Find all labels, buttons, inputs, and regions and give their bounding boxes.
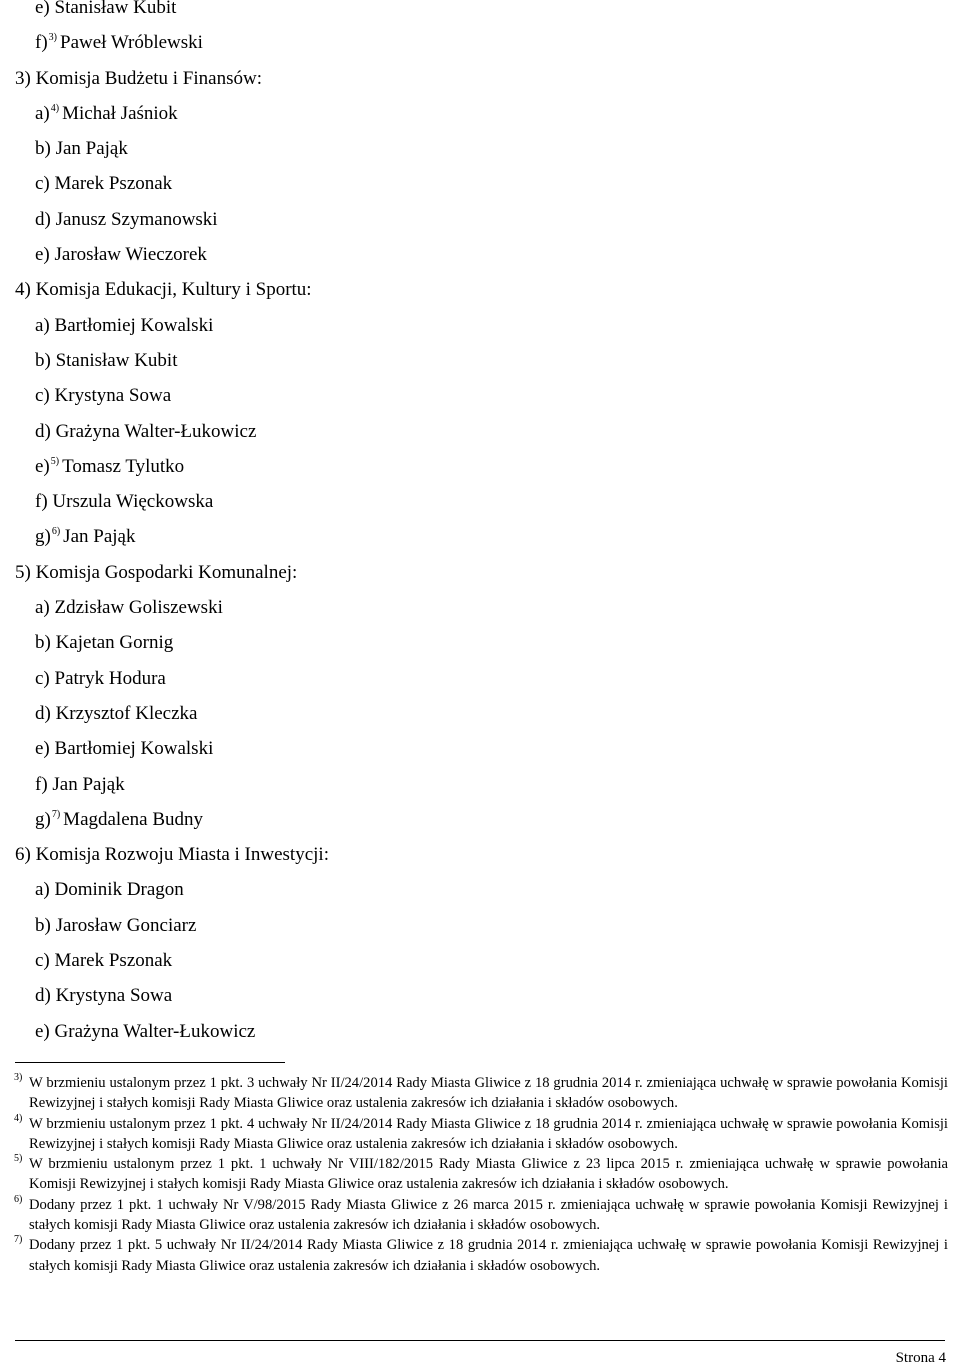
item-marker: e) (35, 244, 50, 266)
member-list-item (15, 872, 945, 907)
member-name: Stanisław Kubit (55, 349, 178, 371)
item-marker: b) (35, 349, 51, 371)
member-list-item (15, 0, 945, 25)
member-list-item (15, 202, 945, 237)
footnote-number: 5) (14, 1153, 23, 1165)
member-list-item (15, 625, 945, 660)
member-name: Jarosław Gonciarz (55, 914, 197, 936)
member-name: Patryk Hodura (54, 667, 166, 689)
item-marker: c) (35, 385, 50, 407)
item-marker: a) (35, 314, 50, 336)
committee-title: 4) Komisja Edukacji, Kultury i Sportu: (15, 279, 312, 301)
member-name: Marek Pszonak (54, 950, 173, 972)
member-name: Krystyna Sowa (55, 985, 173, 1007)
item-marker: b) (35, 138, 51, 160)
member-name: Tomasz Tylutko (62, 455, 185, 477)
member-name: Urszula Więckowska (52, 491, 214, 513)
footnote (15, 1235, 948, 1276)
member-name: Krystyna Sowa (54, 385, 172, 407)
member-list-item (15, 414, 945, 449)
committee-title: 6) Komisja Rozwoju Miasta i Inwestycji: (15, 844, 329, 866)
footnote-reference[interactable]: 4) (50, 102, 60, 114)
footnotes-section (15, 1073, 948, 1276)
member-name: Dominik Dragon (54, 879, 184, 901)
item-marker: f) (35, 773, 48, 795)
member-list-item (15, 25, 945, 60)
footnote (15, 1073, 948, 1114)
member-list-item (15, 661, 945, 696)
item-marker: a) (35, 102, 50, 124)
member-list-item (15, 308, 945, 343)
item-marker: b) (35, 914, 51, 936)
member-list-item (15, 943, 945, 978)
member-name: Zdzisław Goliszewski (54, 597, 223, 619)
footnote-text: Dodany przez 1 pkt. 1 uchwały Nr V/98/2015 Rady Miasta Gliwice z 26 marca 2015 r. zmieniająca uchwałę w sprawie powołania Komisji Rewizyjnej i stałych komisji Rady Miasta Gliwice oraz ustalenia zakresów ich działania i składów osobowych. (29, 1196, 948, 1234)
item-marker: d) (35, 208, 51, 230)
member-name: Grażyna Walter-Łukowicz (54, 1020, 256, 1042)
committee-heading (15, 555, 945, 590)
item-marker: a) (35, 879, 50, 901)
member-name: Krzysztof Kleczka (55, 702, 198, 724)
member-name: Kajetan Gornig (55, 632, 174, 654)
footnote-number: 7) (14, 1234, 23, 1246)
item-marker: d) (35, 420, 51, 442)
member-name: Jan Pająk (52, 773, 125, 795)
document-body (15, 0, 945, 1049)
member-name: Marek Pszonak (54, 173, 173, 195)
footnote-separator (15, 1062, 285, 1063)
committee-heading (15, 61, 945, 96)
member-name: Paweł Wróblewski (60, 32, 203, 54)
item-marker: e) (35, 0, 50, 18)
item-marker: f) (35, 491, 48, 513)
item-marker: e) (35, 738, 50, 760)
member-list-item (15, 767, 945, 802)
member-list-item (15, 1014, 945, 1049)
item-marker: c) (35, 173, 50, 195)
member-list-item (15, 696, 945, 731)
member-list-item (15, 802, 945, 837)
committee-heading (15, 272, 945, 307)
footnote-reference[interactable]: 3) (48, 32, 57, 44)
member-name: Bartłomiej Kowalski (54, 738, 214, 760)
member-list-item (15, 166, 945, 201)
footnote (15, 1154, 948, 1195)
committee-title: 3) Komisja Budżetu i Finansów: (15, 67, 262, 89)
member-list-item (15, 378, 945, 413)
item-marker: g) (35, 526, 51, 548)
page-number: Strona 4 (895, 1350, 946, 1366)
item-marker: d) (35, 985, 51, 1007)
member-name: Michał Jaśniok (62, 102, 178, 124)
member-list-item (15, 96, 945, 131)
member-name: Bartłomiej Kowalski (54, 314, 214, 336)
footnote-text: Dodany przez 1 pkt. 5 uchwały Nr II/24/2014 Rady Miasta Gliwice z 18 grudnia 2014 r. zmieniająca uchwałę w sprawie powołania Komisji Rewizyjnej i stałych komisji Rady Miasta Gliwice oraz ustalenia zakresów ich działania i składów osobowych. (29, 1237, 948, 1274)
member-list-item (15, 908, 945, 943)
item-marker: g) (35, 808, 51, 830)
footnote-text: W brzmieniu ustalonym przez 1 pkt. 3 uchwały Nr II/24/2014 Rady Miasta Gliwice z 18 grudnia 2014 r. zmieniająca uchwałę w sprawie powołania Komisji Rewizyjnej i stałych komisji Rady Miasta Gliwice oraz ustalenia zakresów ich działania i składów osobowych. (29, 1075, 948, 1112)
footnote-reference[interactable]: 6) (51, 526, 61, 538)
footnote-number: 6) (14, 1193, 23, 1205)
item-marker: d) (35, 702, 51, 724)
member-name: Stanisław Kubit (54, 0, 177, 18)
member-list-item (15, 590, 945, 625)
member-list-item (15, 484, 945, 519)
committee-heading (15, 837, 945, 872)
footnote-reference[interactable]: 5) (50, 455, 60, 467)
member-list-item (15, 519, 945, 554)
footnote-number: 4) (14, 1112, 23, 1124)
member-name: Janusz Szymanowski (55, 208, 218, 230)
footnote (15, 1114, 948, 1155)
member-list-item (15, 731, 945, 766)
member-list-item (15, 131, 945, 166)
footnote-text: W brzmieniu ustalonym przez 1 pkt. 4 uchwały Nr II/24/2014 Rady Miasta Gliwice z 18 grudnia 2014 r. zmieniająca uchwałę w sprawie powołania Komisji Rewizyjnej i stałych komisji Rady Miasta Gliwice oraz ustalenia zakresów ich działania i składów osobowych. (29, 1115, 948, 1152)
member-name: Jan Pająk (55, 138, 128, 160)
member-name: Magdalena Budny (63, 808, 203, 830)
footnote-text: W brzmieniu ustalonym przez 1 pkt. 1 uchwały Nr VIII/182/2015 Rady Miasta Gliwice z 23 lipca 2015 r. zmieniająca uchwałę w sprawie powołania Komisji Rewizyjnej i stałych komisji Rady Miasta Gliwice oraz ustalenia zakresów ich działania i składów osobowych. (29, 1156, 948, 1193)
item-marker: e) (35, 455, 50, 477)
item-marker: b) (35, 632, 51, 654)
item-marker: c) (35, 950, 50, 972)
member-list-item (15, 237, 945, 272)
committee-title: 5) Komisja Gospodarki Komunalnej: (15, 561, 298, 583)
item-marker: a) (35, 597, 50, 619)
item-marker: e) (35, 1020, 50, 1042)
footnote-number: 3) (14, 1072, 23, 1083)
member-list-item (15, 449, 945, 484)
member-name: Grażyna Walter-Łukowicz (55, 420, 257, 442)
item-marker: c) (35, 667, 50, 689)
member-list-item (15, 978, 945, 1013)
member-name: Jan Pająk (63, 526, 136, 548)
footer-rule (15, 1340, 945, 1341)
member-list-item (15, 343, 945, 378)
item-marker: f) (35, 32, 48, 54)
footnote-reference[interactable]: 7) (51, 808, 61, 820)
member-name: Jarosław Wieczorek (54, 244, 207, 266)
footnote (15, 1195, 948, 1236)
